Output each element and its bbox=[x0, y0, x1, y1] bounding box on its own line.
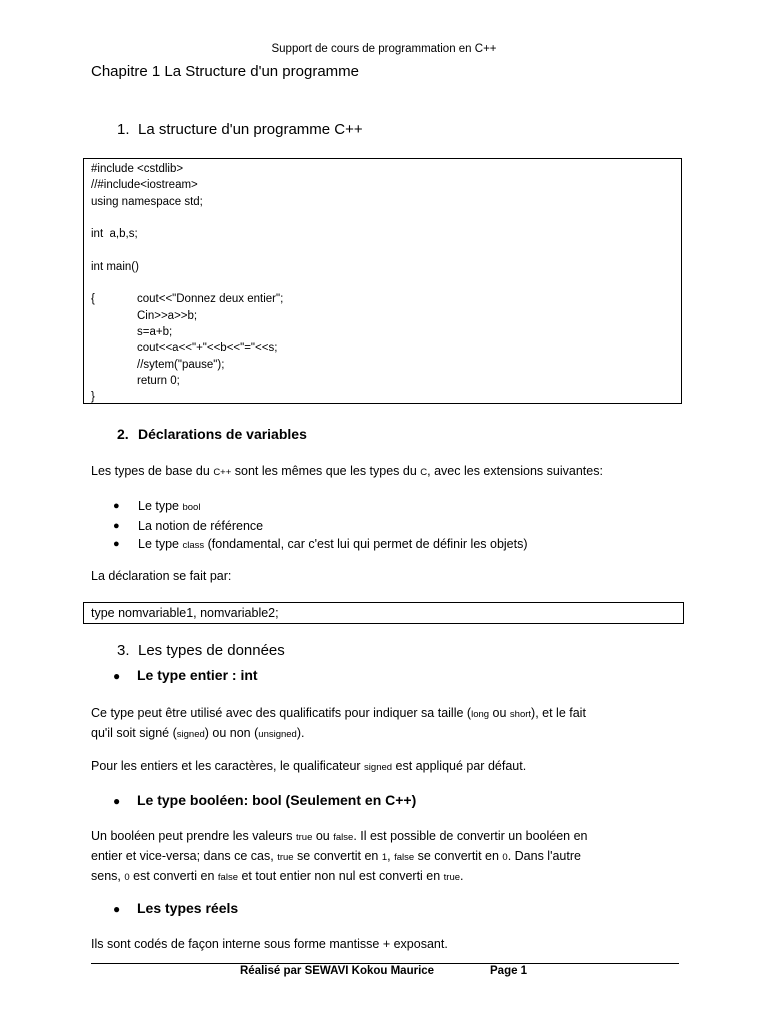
bullet-icon: ● bbox=[113, 669, 121, 683]
real-paragraph: Ils sont codés de façon interne sous forme mantisse + exposant. bbox=[91, 937, 448, 951]
code-line: int main() bbox=[91, 260, 139, 273]
heading-text: Le type booléen: bool (Seulement en C++) bbox=[137, 792, 417, 808]
section-number: 2. bbox=[117, 426, 129, 442]
inline-code: long bbox=[471, 709, 490, 720]
bullet-icon: ● bbox=[113, 794, 121, 808]
inline-code: false bbox=[333, 832, 354, 843]
text: . bbox=[460, 869, 464, 883]
footer-author: Réalisé par SEWAVI Kokou Maurice bbox=[240, 965, 435, 977]
code-blank-line bbox=[91, 242, 681, 258]
text: Un booléen peut prendre les valeurs bbox=[91, 829, 296, 843]
code-blank-line bbox=[91, 275, 681, 291]
bullet-icon: ● bbox=[113, 538, 120, 550]
code-line: return 0; bbox=[137, 374, 180, 387]
inline-code: true bbox=[277, 852, 294, 863]
inline-code: 1 bbox=[381, 852, 388, 863]
code-line: #include <cstdlib> bbox=[91, 163, 184, 175]
text: Le type bbox=[138, 537, 183, 551]
footer-page-number: Page 1 bbox=[490, 965, 528, 977]
heading-text: Le type entier : int bbox=[137, 667, 258, 683]
text: . Dans l'autre bbox=[507, 849, 581, 863]
int-type-heading bbox=[113, 667, 258, 683]
text: se convertit en bbox=[293, 849, 382, 863]
inline-code: true bbox=[296, 832, 313, 843]
section-1-heading bbox=[117, 121, 363, 138]
chapter-title: Chapitre 1 La Structure d'un programme bbox=[91, 63, 360, 80]
declaration-intro: La déclaration se fait par: bbox=[91, 569, 232, 583]
section-2-heading bbox=[117, 426, 307, 442]
inline-code: false bbox=[394, 852, 415, 863]
heading-text: Les types réels bbox=[137, 900, 239, 916]
inline-code: C bbox=[420, 467, 428, 478]
text: qu'il soit signé ( bbox=[91, 726, 177, 740]
bullet-icon: ● bbox=[113, 902, 121, 916]
text: est converti en bbox=[129, 869, 218, 883]
section-title: La structure d'un programme C++ bbox=[138, 121, 363, 138]
list-item bbox=[91, 535, 528, 555]
text: ou bbox=[489, 706, 510, 720]
text: entier et vice-versa; dans ce cas, bbox=[91, 849, 278, 863]
code-line: using namespace std; bbox=[91, 195, 203, 208]
inline-code: signed bbox=[364, 762, 393, 773]
text: , avec les extensions suivantes: bbox=[427, 464, 603, 478]
section-title: Les types de données bbox=[138, 642, 285, 659]
intro-paragraph bbox=[91, 462, 681, 482]
inline-code: C++ bbox=[213, 467, 232, 478]
text: (fondamental, car c'est lui qui permet de définir les objets) bbox=[204, 537, 528, 551]
code-line: } bbox=[91, 391, 95, 404]
inline-code: false bbox=[217, 872, 238, 883]
inline-code: true bbox=[443, 872, 461, 883]
text: Le type bbox=[138, 499, 183, 513]
text: ). bbox=[296, 726, 305, 740]
text: La notion de référence bbox=[138, 519, 264, 533]
list-item bbox=[91, 497, 528, 517]
code-line: int a,b,s; bbox=[91, 228, 138, 241]
text: Ce type peut être utilisé avec des qualificatifs pour indiquer sa taille ( bbox=[91, 706, 472, 720]
inline-code: class bbox=[182, 540, 205, 551]
int-paragraph bbox=[91, 704, 681, 744]
inline-code: bool bbox=[182, 502, 201, 513]
section-title: Déclarations de variables bbox=[138, 426, 307, 442]
bool-type-heading bbox=[113, 792, 416, 808]
code-line: cout<<a<<"+"<<b<<"="<<s; bbox=[137, 342, 278, 355]
declaration-box: type nomvariable1, nomvariable2; bbox=[83, 602, 684, 624]
section-number: 3. bbox=[117, 642, 130, 659]
text: et tout entier non nul est converti en bbox=[237, 869, 444, 883]
inline-code: unsigned bbox=[258, 729, 297, 740]
code-text: cout<<"Donnez deux entier"; bbox=[137, 293, 284, 306]
code-line bbox=[91, 291, 681, 307]
list-item bbox=[91, 517, 528, 535]
section-3-heading bbox=[117, 642, 285, 659]
inline-code: short bbox=[509, 709, 532, 720]
page-header: Support de cours de programmation en C++ bbox=[271, 43, 497, 55]
code-line: s=a+b; bbox=[137, 325, 173, 338]
code-line: //sytem("pause"); bbox=[137, 358, 225, 371]
footer-divider bbox=[91, 963, 679, 964]
code-line: //#include<iostream> bbox=[91, 179, 198, 192]
real-type-heading bbox=[113, 900, 238, 916]
section-number: 1. bbox=[117, 121, 130, 138]
bullet-icon: ● bbox=[113, 520, 120, 532]
text: ), et le fait bbox=[531, 706, 586, 720]
text: est appliqué par défaut. bbox=[392, 759, 527, 773]
text: Les types de base du bbox=[91, 464, 214, 478]
inline-code: 0 bbox=[502, 852, 508, 863]
code-line: Cin>>a>>b; bbox=[137, 309, 198, 322]
int-default-paragraph bbox=[91, 757, 681, 777]
bool-paragraph bbox=[91, 827, 681, 887]
text: sens, bbox=[91, 869, 125, 883]
text: ) ou non ( bbox=[204, 726, 259, 740]
text: se convertit en bbox=[414, 849, 503, 863]
text: Pour les entiers et les caractères, le qualificateur bbox=[91, 759, 365, 773]
text: . Il est possible de convertir un booléen en bbox=[353, 829, 588, 843]
code-blank-line bbox=[91, 210, 681, 226]
inline-code: 0 bbox=[124, 872, 130, 883]
code-brace: { bbox=[91, 293, 95, 306]
extensions-list bbox=[91, 497, 528, 555]
bullet-icon: ● bbox=[113, 500, 120, 512]
text: , bbox=[387, 849, 395, 863]
inline-code: signed bbox=[176, 729, 205, 740]
text: sont les mêmes que les types du bbox=[231, 464, 421, 478]
text: ou bbox=[312, 829, 334, 843]
code-listing bbox=[83, 158, 682, 404]
